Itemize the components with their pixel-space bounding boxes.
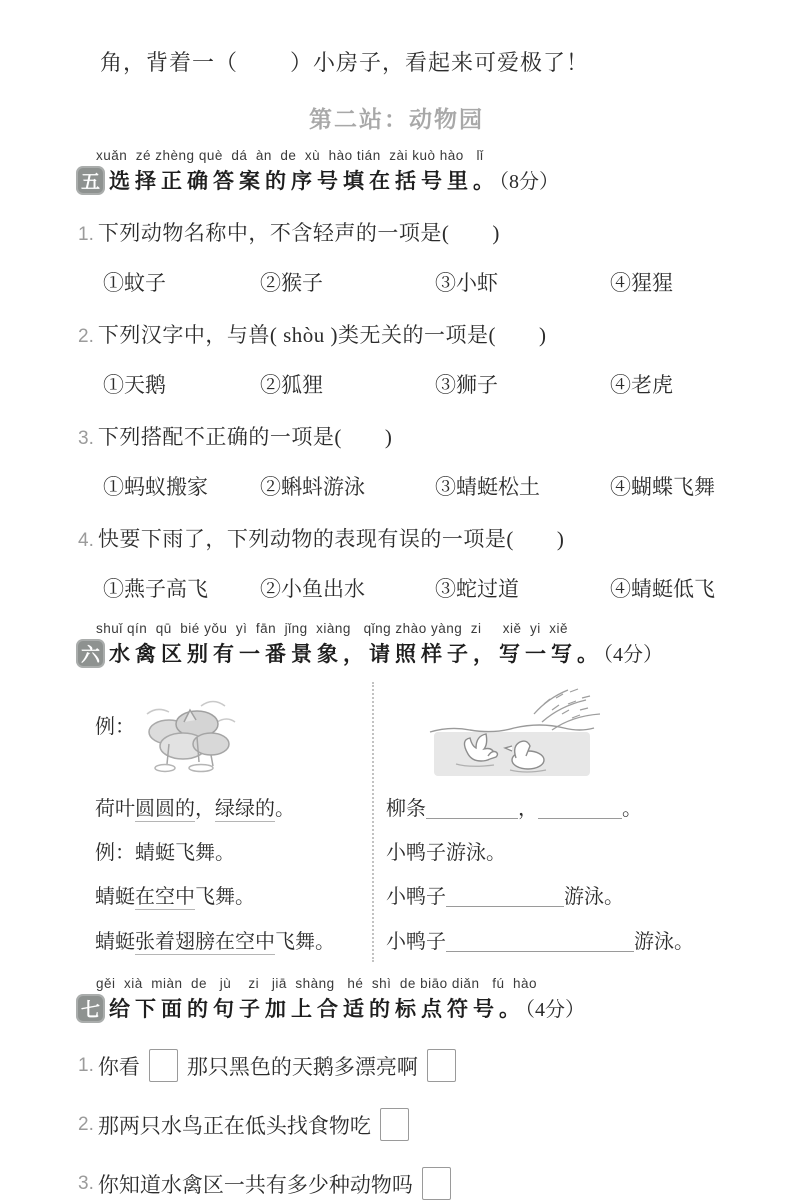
q7-1-number: 1. <box>78 1054 94 1076</box>
target-image-cell <box>372 680 743 784</box>
example-image-cell <box>95 680 372 784</box>
q7-2-text: 那两只水鸟正在低头找食物吃 <box>97 1113 371 1138</box>
lotus-leaves-sketch-icon <box>139 692 239 778</box>
option-3[interactable]: ③蜻蜓松土 <box>435 475 540 499</box>
q7-3-number: 3. <box>78 1172 94 1194</box>
option-2[interactable]: ②蝌蚪游泳 <box>260 475 365 499</box>
option-3[interactable]: ③狮子 <box>435 373 498 397</box>
q5-2-text[interactable]: 下列汉字中，与兽( shòu )类无关的一项是( ) <box>97 323 547 347</box>
intro-post: ）小房子，看起来可爱极了！ <box>290 50 590 75</box>
section6-pinyin: shuǐ qín qū bié yǒu yì fān jǐng xiàng qǐng zhào yàng zi xiě yi xiě <box>96 621 568 636</box>
q5-2-options <box>103 369 793 399</box>
q5-3-text[interactable]: 下列搭配不正确的一项是( ) <box>97 425 393 449</box>
q7-1-text-post: 那只黑色的天鹅多漂亮啊 <box>186 1054 418 1079</box>
option-4[interactable]: ④蝴蝶飞舞 <box>610 475 715 499</box>
intro-sentence <box>100 0 793 77</box>
fill-sentence-3: 小鸭子 游泳。 <box>386 885 624 908</box>
q5-1-text[interactable]: 下列动物名称中，不含轻声的一项是( ) <box>97 221 500 245</box>
option-2[interactable]: ②猴子 <box>260 271 323 295</box>
underlined-phrase: 张着翅膀在空中 <box>135 930 275 953</box>
q5-3 <box>78 421 793 451</box>
example-sentence-3: 蜻蜓在空中飞舞。 <box>95 885 255 908</box>
q7-1 <box>78 1049 793 1082</box>
example-sentence-2: 例：蜻蜓飞舞。 <box>95 841 235 864</box>
answer-blank[interactable] <box>426 799 518 819</box>
section7-badge: 七 <box>76 994 105 1023</box>
section6-points: （4分） <box>603 644 663 666</box>
section7-title-row <box>76 993 793 1023</box>
answer-blank[interactable] <box>446 932 634 952</box>
underlined-word: 绿绿的 <box>215 797 275 820</box>
q5-4-number: 4. <box>78 530 94 551</box>
punctuation-box[interactable] <box>380 1108 409 1141</box>
section5-badge: 五 <box>76 166 105 195</box>
section5-points: （8分） <box>499 171 559 193</box>
q5-1-options <box>103 267 793 297</box>
q5-4-options <box>103 573 793 603</box>
station-header: 第二站：动物园 <box>309 106 484 132</box>
option-1[interactable]: ①天鹅 <box>103 373 166 397</box>
section7-points: （4分） <box>525 999 585 1021</box>
q7-1-text-pre: 你看 <box>97 1054 140 1079</box>
ducks-pond-willow-sketch-icon <box>416 684 606 786</box>
example-sentence-4: 蜻蜓张着翅膀在空中飞舞。 <box>95 930 335 953</box>
q5-1 <box>78 217 793 247</box>
option-2[interactable]: ②狐狸 <box>260 373 323 397</box>
section6-title: 水禽区别有一番景象，请照样子，写一写。（4分） <box>109 643 663 666</box>
option-2[interactable]: ②小鱼出水 <box>260 577 365 601</box>
section5-pinyin: xuǎn zé zhèng què dá àn de xù hào tián zài kuò hào lǐ <box>96 148 484 163</box>
fill-sentence-2: 小鸭子游泳。 <box>386 841 506 864</box>
section7-title: 给下面的句子加上合适的标点符号。（4分） <box>109 998 585 1021</box>
example-label: 例： <box>95 716 135 738</box>
underlined-phrase: 在空中 <box>135 885 195 908</box>
table-column-divider <box>372 682 374 962</box>
option-4[interactable]: ④猩猩 <box>610 271 673 295</box>
fill-sentence-4: 小鸭子 游泳。 <box>386 930 694 953</box>
section5-title: 选择正确答案的序号填在括号里。（8分） <box>109 170 559 193</box>
q5-4-text[interactable]: 快要下雨了，下列动物的表现有误的一项是( ) <box>97 527 565 551</box>
punctuation-box[interactable] <box>149 1049 178 1082</box>
option-3[interactable]: ③小虾 <box>435 271 498 295</box>
q5-3-number: 3. <box>78 428 94 449</box>
answer-blank[interactable] <box>538 799 622 819</box>
section5-title-row <box>76 165 793 195</box>
option-3[interactable]: ③蛇过道 <box>435 577 519 601</box>
q5-4 <box>78 523 793 553</box>
q5-2 <box>78 319 793 349</box>
q5-2-number: 2. <box>78 326 94 347</box>
option-4[interactable]: ④老虎 <box>610 373 673 397</box>
answer-blank[interactable] <box>446 887 564 907</box>
q7-3 <box>78 1167 793 1200</box>
section6-example-table <box>95 680 743 962</box>
fill-sentence-1: 柳条 ， 。 <box>386 797 642 820</box>
intro-pre: 角，背着一（ <box>100 50 239 75</box>
section7-pinyin: gěi xià miàn de jù zi jiā shàng hé shì de biāo diǎn fú hào <box>96 976 537 991</box>
section6-badge: 六 <box>76 639 105 668</box>
q7-2-number: 2. <box>78 1113 94 1135</box>
punctuation-box[interactable] <box>427 1049 456 1082</box>
q5-1-number: 1. <box>78 224 94 245</box>
q7-2 <box>78 1108 793 1141</box>
option-1[interactable]: ①蚂蚁搬家 <box>103 475 208 499</box>
q5-3-options <box>103 471 793 501</box>
section6-title-row <box>76 638 793 668</box>
punctuation-box[interactable] <box>422 1167 451 1200</box>
example-sentence-1: 荷叶圆圆的，绿绿的。 <box>95 797 295 820</box>
q7-3-text: 你知道水禽区一共有多少种动物吗 <box>97 1172 413 1197</box>
option-1[interactable]: ①燕子高飞 <box>103 577 208 601</box>
option-4[interactable]: ④蜻蜓低飞 <box>610 577 715 601</box>
option-1[interactable]: ①蚊子 <box>103 271 166 295</box>
underlined-word: 圆圆的 <box>135 797 195 820</box>
